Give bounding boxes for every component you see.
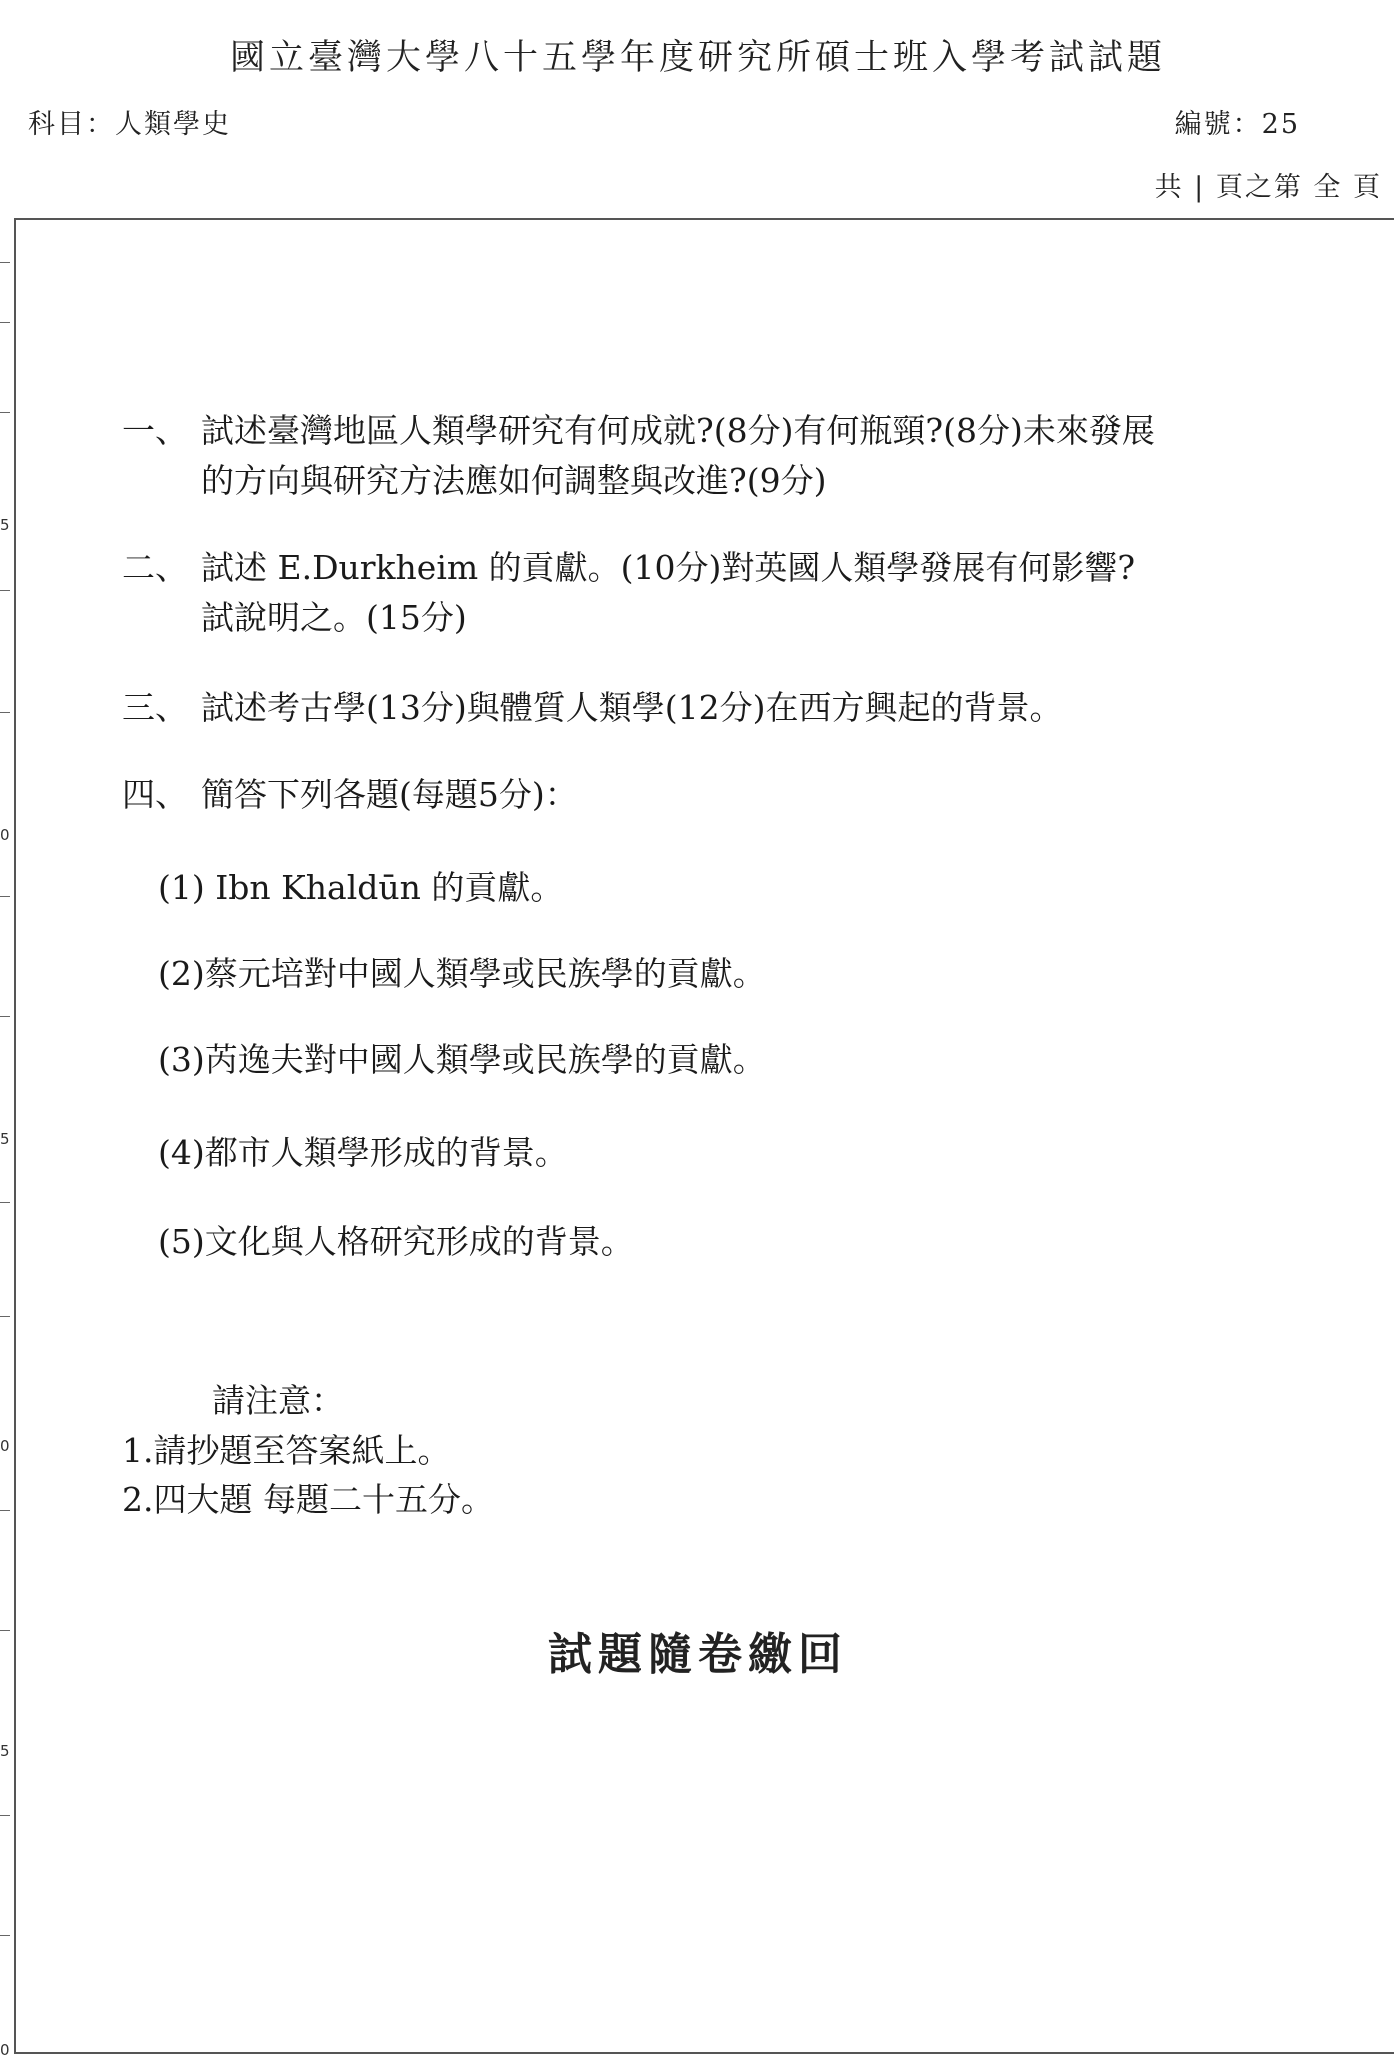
ruler-tick [0, 590, 10, 591]
return-exam-stamp: 試題隨卷繳回 [548, 1629, 848, 1680]
question-text: 試述考古學(13分)與體質人類學(12分)在西方興起的背景。 [201, 688, 1063, 727]
sub-question-5: (5)文化與人格研究形成的背景。 [158, 1222, 634, 1261]
ruler-label: 0 [0, 1437, 10, 1455]
subject-label: 科目：人類學史 [28, 109, 231, 140]
question-number: 一、 [122, 411, 188, 450]
question-text: 試述 E.Durkheim 的貢獻。(10分)對英國人類學發展有何影響? [201, 548, 1136, 587]
ruler-tick [0, 712, 10, 713]
ruler-tick [0, 1016, 10, 1017]
page-info: 共 | 頁之第 全 頁 [1154, 172, 1382, 203]
ruler-tick [0, 412, 10, 413]
question-text-continued: 試說明之。(15分) [201, 598, 467, 637]
notice-item: 2.四大題 每題二十五分。 [122, 1480, 494, 1519]
question-text-continued: 的方向與研究方法應如何調整與改進?(9分) [201, 461, 827, 500]
ruler-tick [0, 262, 10, 263]
question-text: 試述臺灣地區人類學研究有何成就?(8分)有何瓶頸?(8分)未來發展 [201, 411, 1155, 450]
ruler-label: 5 [0, 516, 10, 534]
notice-heading: 請注意： [212, 1381, 344, 1420]
question-2 [122, 543, 1322, 643]
ruler-tick [0, 1935, 10, 1936]
ruler-tick [0, 1510, 10, 1511]
ruler-label: 0 [0, 2041, 10, 2059]
sub-question-1: (1) Ibn Khaldūn 的貢獻。 [158, 868, 564, 907]
ruler-tick [0, 322, 10, 323]
question-number: 四、 [122, 775, 188, 814]
question-4 [122, 770, 1322, 820]
ruler-tick [0, 1316, 10, 1317]
question-1 [122, 406, 1322, 506]
sub-question-4: (4)都市人類學形成的背景。 [158, 1133, 568, 1172]
question-text: 簡答下列各題(每題5分)： [201, 775, 578, 814]
question-number: 二、 [122, 548, 188, 587]
notice-item: 1.請抄題至答案紙上。 [122, 1431, 451, 1470]
question-3 [122, 683, 1322, 733]
sub-question-3: (3)芮逸夫對中國人類學或民族學的貢獻。 [158, 1040, 766, 1079]
question-number: 三、 [122, 688, 188, 727]
sub-question-2: (2)蔡元培對中國人類學或民族學的貢獻。 [158, 954, 766, 993]
margin-ruler [0, 0, 14, 2061]
ruler-tick [0, 1815, 10, 1816]
ruler-tick [0, 1202, 10, 1203]
ruler-label: 5 [0, 1742, 10, 1760]
serial-number: 編號：25 [1174, 109, 1300, 140]
ruler-label: 5 [0, 1130, 10, 1148]
exam-title: 國立臺灣大學八十五學年度研究所碩士班入學考試試題 [229, 38, 1166, 78]
ruler-label: 0 [0, 826, 10, 844]
ruler-tick [0, 896, 10, 897]
